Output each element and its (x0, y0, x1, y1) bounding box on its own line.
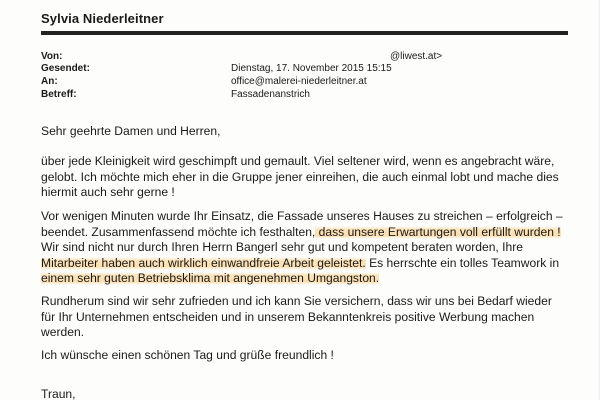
header-divider (41, 31, 568, 35)
paragraph-1-line-3: hiermit auch sehr gerne ! (41, 185, 175, 199)
paragraph-2-line-4-text: Es herrschte ein tolles Teamwork in (365, 255, 560, 270)
von-label: Von: (41, 51, 63, 62)
redacted-sender-address (231, 52, 389, 62)
paragraph-2-line-2 (41, 225, 563, 241)
paragraph-2-line-1: Vor wenigen Minuten wurde Ihr Einsatz, die Fassade unseres Hauses zu streichen – erfolgreich – (41, 209, 563, 223)
gesendet-value: Dienstag, 17. November 2015 15:15 (231, 63, 392, 74)
paragraph-2 (41, 209, 563, 287)
highlighted-text: einem sehr guten Betriebsklima mit angenehmen Umgangston. (41, 271, 380, 285)
sender-name: Sylvia Niederleitner (41, 11, 164, 26)
paragraph-2-line-4 (41, 256, 563, 272)
signoff: Traun, (41, 387, 76, 401)
greeting: Sehr geehrte Damen und Herren, (41, 124, 221, 138)
betreff-value: Fassadenanstrich (231, 89, 310, 100)
paragraph-2-line-3: Wir sind nicht nur durch Ihren Herrn Bangerl sehr gut und kompetent beraten worden, Ihre (41, 240, 523, 254)
header-row-an (41, 76, 581, 90)
an-label: An: (41, 76, 58, 87)
von-value: @liwest.at> (390, 51, 443, 62)
paragraph-2-line-2-text: beendet. Zusammenfassend möchte ich festhalten, (41, 224, 316, 239)
betreff-label: Betreff: (41, 89, 77, 100)
paragraph-1-line-1: über jede Kleinigkeit wird geschimpft und gemault. Viel seltener wird, wenn es angebracht wäre, (41, 154, 555, 168)
paragraph-2-line-5 (41, 271, 563, 287)
header-row-gesendet (41, 63, 581, 77)
highlighted-text: dass unsere Erwartungen voll erfüllt wurden ! (315, 224, 561, 239)
paragraph-1 (41, 154, 559, 201)
an-value: office@malerei-niederleitner.at (231, 76, 367, 87)
header-row-betreff (41, 89, 581, 103)
paragraph-1-line-2: gelobt. Ich möchte mich eher in die Gruppe jener einreihen, die auch einmal lobt und mache dies (41, 169, 559, 184)
paragraph-3-line-2: für Ihr Unternehmen entscheiden und in unserem Bekanntenkreis positive Werbung machen (41, 309, 535, 324)
paragraph-3-line-3: werden. (41, 325, 85, 339)
paragraph-3-line-1: Rundherum sind wir sehr zufrieden und ich kann Sie versichern, dass wir uns bei Bedarf wieder (41, 294, 552, 308)
gesendet-label: Gesendet: (41, 63, 90, 74)
closing-line: Ich wünsche einen schönen Tag und grüße freundlich ! (41, 348, 334, 362)
paragraph-3 (41, 294, 552, 341)
highlighted-text: Mitarbeiter haben auch wirklich einwandfreie Arbeit geleistet. (41, 255, 366, 270)
